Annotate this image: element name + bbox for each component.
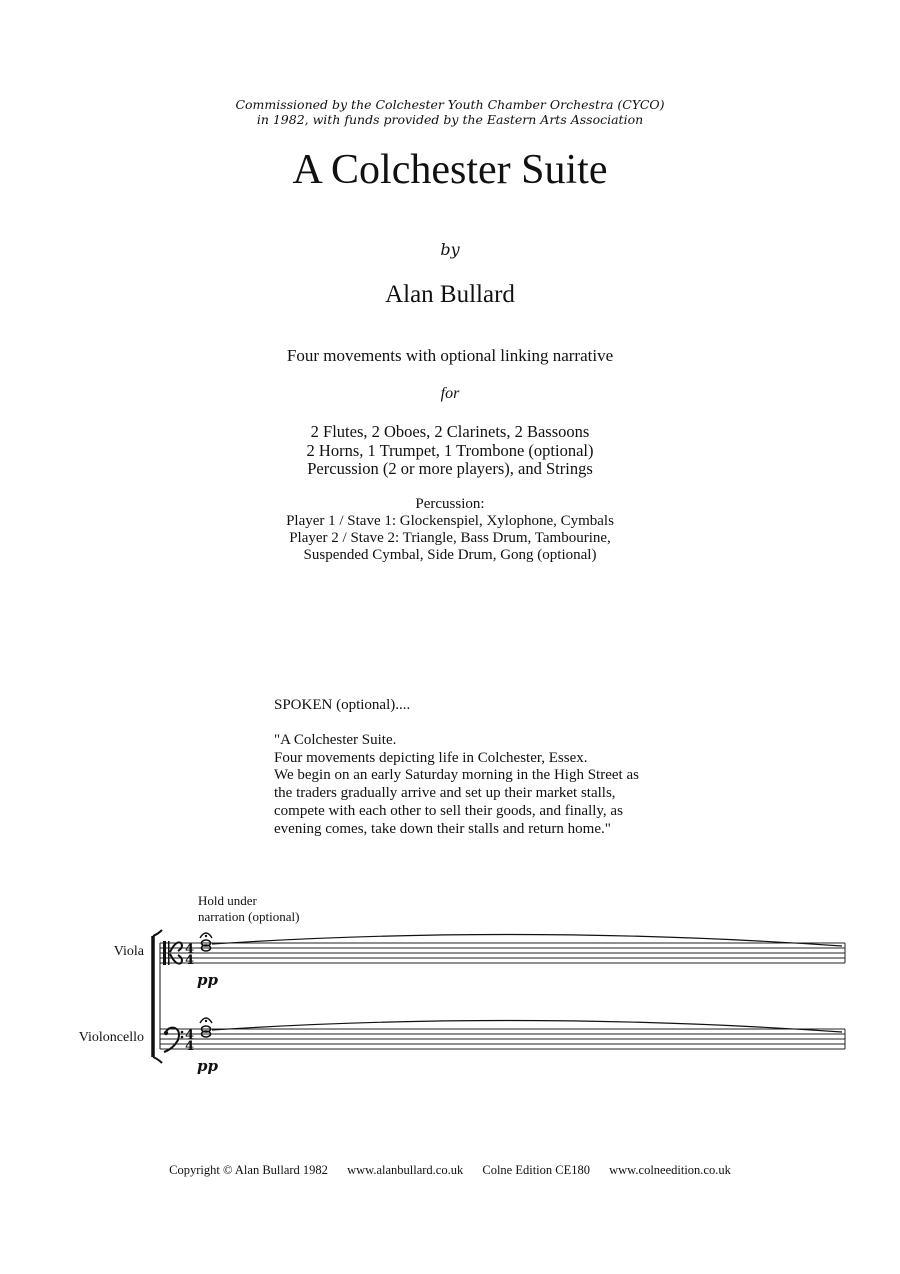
system-bracket — [153, 930, 162, 1063]
for-label: for — [440, 385, 460, 402]
instrumentation-line: 2 Flutes, 2 Oboes, 2 Clarinets, 2 Bassoons — [310, 422, 590, 441]
violoncello-time-signature — [185, 1028, 194, 1054]
instrumentation-line: Percussion (2 or more players), and Strings — [307, 459, 593, 478]
svg-text:4: 4 — [185, 1039, 195, 1054]
commission-line-1: Commissioned by the Colchester Youth Chamber Orchestra (CYCO) — [235, 97, 665, 112]
percussion-line: Player 2 / Stave 2: Triangle, Bass Drum, Tambourine, — [289, 530, 611, 546]
publisher-website-link[interactable]: www.colneedition.co.uk — [609, 1163, 731, 1177]
viola-whole-note — [202, 940, 211, 951]
percussion-line: Player 1 / Stave 1: Glockenspiel, Xylophone, Cymbals — [286, 513, 614, 529]
commission-line-2: in 1982, with funds provided by the Eastern Arts Association — [256, 112, 644, 127]
narration-line: the traders gradually arrive and set up their market stalls, — [274, 785, 616, 802]
composer-website-link[interactable]: www.alanbullard.co.uk — [347, 1163, 464, 1177]
viola-tie — [212, 934, 842, 946]
violoncello-tie — [212, 1020, 842, 1032]
svg-text:4: 4 — [185, 953, 195, 968]
copyright-text: Copyright © Alan Bullard 1982 — [169, 1163, 328, 1177]
viola-time-signature — [185, 942, 194, 968]
viola-dynamic: pp — [197, 971, 218, 989]
bass-clef-icon — [164, 1028, 184, 1052]
subtitle: Four movements with optional linking narrative — [286, 346, 614, 365]
narration-line: We begin on an early Saturday morning in the High Street as — [274, 767, 639, 784]
narration-line: compete with each other to sell their goods, and finally, as — [274, 802, 623, 819]
svg-text:4: 4 — [185, 942, 195, 957]
violoncello-dynamic: pp — [197, 1057, 218, 1075]
violoncello-fermata-icon — [200, 1018, 212, 1023]
violoncello-whole-note — [202, 1026, 211, 1037]
narration-line: evening comes, take down their stalls and return home." — [274, 820, 611, 837]
viola-staff — [160, 943, 845, 963]
direction-line-2: narration (optional) — [198, 908, 300, 924]
percussion-heading: Percussion: — [415, 496, 485, 512]
percussion-line: Suspended Cymbal, Side Drum, Gong (optional) — [303, 547, 597, 563]
footer — [0, 1163, 900, 1178]
instrumentation-line: 2 Horns, 1 Trumpet, 1 Trombone (optional) — [306, 440, 594, 460]
svg-text:4: 4 — [185, 1028, 195, 1043]
narration-line: Four movements depicting life in Colchester, Essex. — [274, 749, 588, 766]
narration-heading: SPOKEN (optional).... — [274, 697, 411, 713]
violoncello-staff — [160, 1029, 845, 1049]
page-title: A Colchester Suite — [292, 147, 608, 193]
viola-fermata-icon — [200, 933, 212, 938]
narration-line: "A Colchester Suite. — [274, 732, 397, 748]
direction-line-1: Hold under — [198, 893, 257, 908]
edition-number: Colne Edition CE180 — [482, 1163, 590, 1177]
viola-label: Viola — [113, 944, 144, 959]
composer-name: Alan Bullard — [385, 281, 515, 308]
by-label: by — [440, 240, 460, 259]
violoncello-label: Violoncello — [78, 1030, 144, 1045]
